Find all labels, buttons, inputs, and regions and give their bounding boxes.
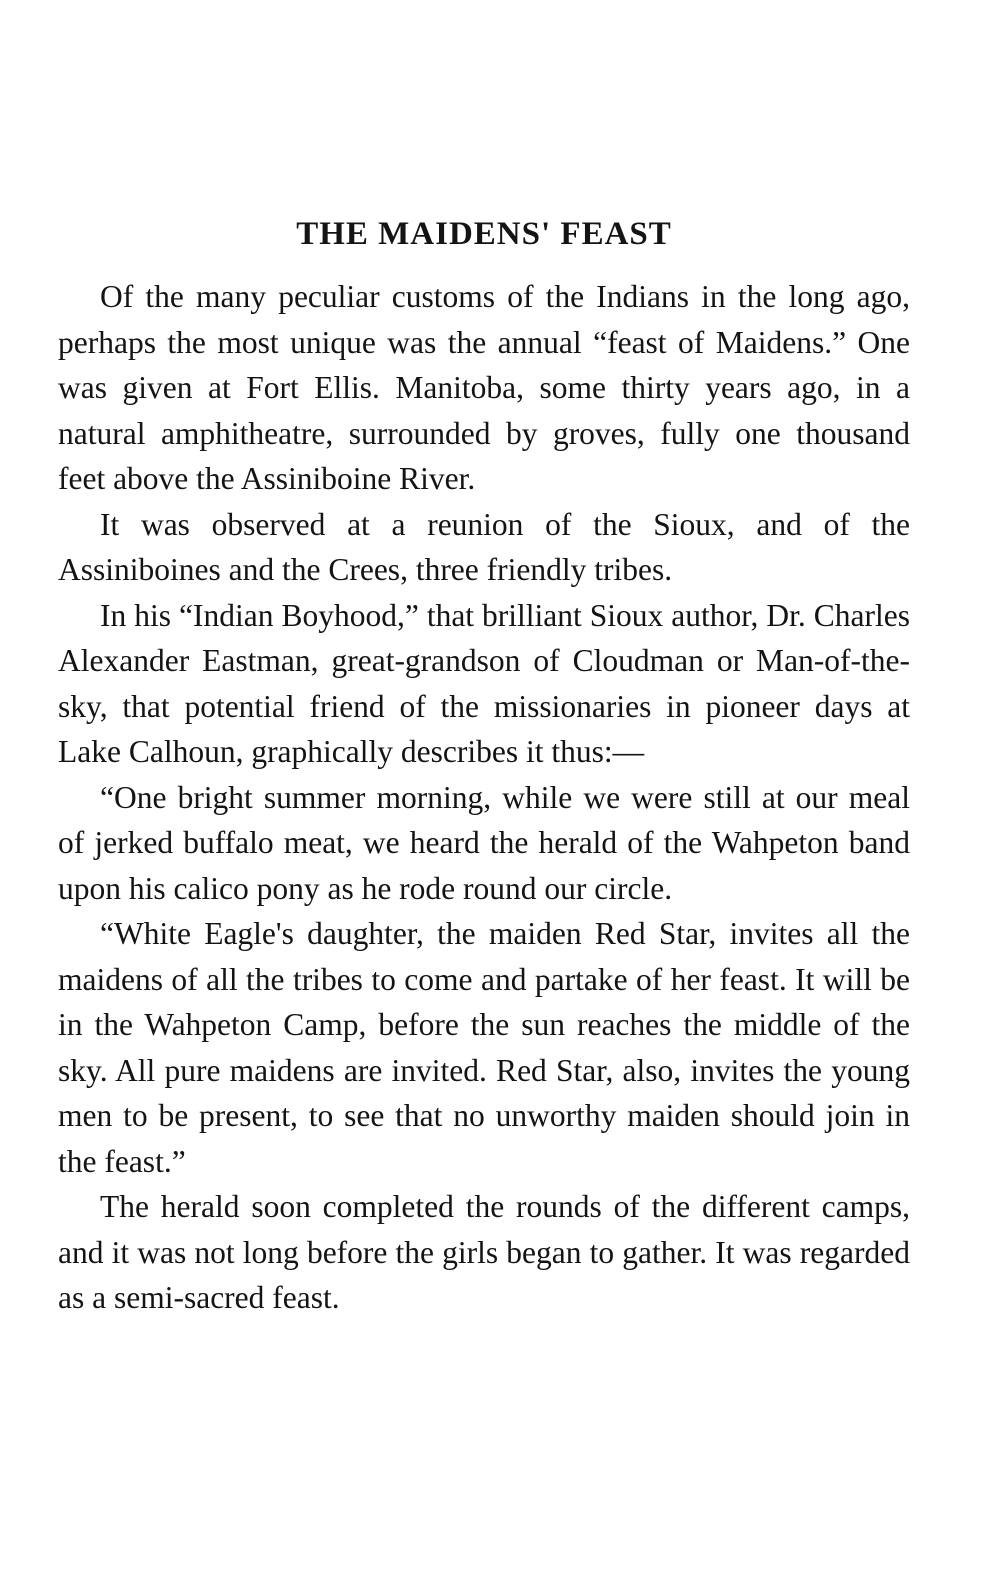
paragraph-4: “One bright summer morning, while we were still at our meal of jerked buffalo meat, we heard the herald of the Wahpeton band upon his calico pony as he rode round our circle. <box>58 779 910 906</box>
paragraph-6: The herald soon completed the rounds of the different camps, and it was not long before the girls began to gather. It was regarded as a semi-sacred feast. <box>58 1189 910 1315</box>
book-page <box>58 212 910 1321</box>
paragraph-1: Of the many peculiar customs of the Indians in the long ago, perhaps the most unique was the annual “feast of Maidens.” One was given at Fort Ellis. Manitoba, some thirty years ago, in a natural amphitheatre, surrounded by groves, fully one thousand feet above the Assiniboine River. <box>58 279 910 496</box>
paragraph-2: It was observed at a reunion of the Sioux, and of the Assiniboines and the Crees, three friendly tribes. <box>58 506 910 587</box>
chapter-title: THE MAIDENS' FEAST <box>296 216 672 252</box>
paragraph-3: In his “Indian Boyhood,” that brilliant Sioux author, Dr. Charles Alexander Eastman, great-grandson of Cloudman or Man-of-the-sky, that potential friend of the missionaries in pioneer days at Lake Calhoun, graphically describes it thus:— <box>58 597 910 769</box>
paragraph-5: “White Eagle's daughter, the maiden Red Star, invites all the maidens of all the tribes to come and partake of her feast. It will be in the Wahpeton Camp, before the sun reaches the middle of the sky. All pure maidens are invited. Red Star, also, invites the young men to be present, to see that no unworthy maiden should join in the feast.” <box>58 916 910 1179</box>
